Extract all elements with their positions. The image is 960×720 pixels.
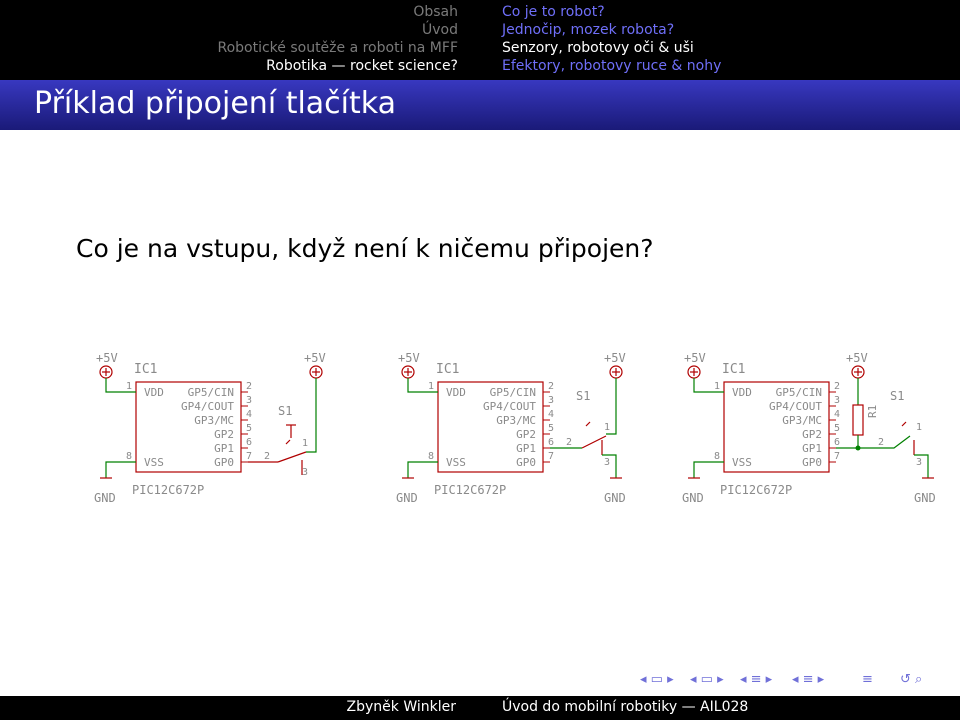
- pin-vdd-label: VDD: [446, 386, 466, 399]
- pin-5-number: 5: [548, 423, 555, 434]
- section-nav: [217, 3, 458, 75]
- ic-part-label: PIC12C672P: [132, 483, 205, 497]
- ic-name-label: IC1: [722, 362, 746, 377]
- nav-align-icon[interactable]: ≡: [862, 672, 873, 687]
- pin-gp4-label: GP4/COUT: [769, 400, 822, 413]
- pin-gp4-label: GP4/COUT: [483, 400, 536, 413]
- supply-label-2: +5V: [604, 351, 626, 365]
- ic-name-label: IC1: [436, 362, 460, 377]
- switch-label: S1: [576, 389, 591, 403]
- nav-link-jednocip[interactable]: Jednočip, mozek robota?: [502, 22, 675, 38]
- nav-link-robotika[interactable]: Robotika — rocket science?: [266, 58, 458, 74]
- nav-link-obsah[interactable]: Obsah: [413, 4, 458, 20]
- nav-subsection-icon[interactable]: ◂ ▭ ▸: [690, 672, 724, 687]
- ground-label: GND: [396, 491, 418, 505]
- pin-gp3-label: GP3/MC: [782, 414, 822, 427]
- schematic-1: [94, 351, 326, 505]
- switch-label: S1: [890, 389, 905, 403]
- switch-pin-2: 2: [264, 451, 271, 462]
- schematics: [0, 330, 960, 520]
- resistor-label: R1: [866, 404, 879, 418]
- pin-vss-label: VSS: [732, 456, 752, 469]
- nav-link-senzory[interactable]: Senzory, robotovy oči & uši: [502, 40, 694, 56]
- footer-course: Úvod do mobilní robotiky — AIL028: [502, 699, 749, 715]
- pin-7-number: 7: [548, 451, 555, 462]
- nav-search-icon[interactable]: ↺ ⌕: [900, 672, 923, 687]
- pin-2-number: 2: [548, 381, 555, 392]
- switch-pin-3: 3: [302, 467, 309, 478]
- pin-gp0-label: GP0: [802, 456, 822, 469]
- nav-frame-icon[interactable]: ◂ ▭ ▸: [640, 672, 674, 687]
- switch-pin-1: 1: [916, 422, 923, 433]
- pin-2-number: 2: [834, 381, 841, 392]
- switch-label: S1: [278, 404, 293, 418]
- pin-vss-label: VSS: [144, 456, 164, 469]
- footer-author: Zbyněk Winkler: [346, 699, 456, 715]
- pin-8-number: 8: [714, 451, 721, 462]
- nav-link-co-je-robot[interactable]: Co je to robot?: [502, 4, 605, 20]
- frame-title-bar: [0, 80, 960, 130]
- pin-1-number: 1: [428, 381, 435, 392]
- footer-bar: [0, 696, 960, 720]
- ground-label-2: GND: [914, 491, 936, 505]
- ground-label: GND: [682, 491, 704, 505]
- pin-5-number: 5: [834, 423, 841, 434]
- pin-2-number: 2: [246, 381, 253, 392]
- pin-4-number: 4: [548, 409, 555, 420]
- pin-6-number: 6: [246, 437, 253, 448]
- pin-gp5-label: GP5/CIN: [775, 386, 822, 399]
- pin-6-number: 6: [548, 437, 555, 448]
- switch-pin-1: 1: [604, 422, 611, 433]
- pin-vdd-label: VDD: [144, 386, 164, 399]
- pin-gp3-label: GP3/MC: [194, 414, 234, 427]
- supply-label-2: +5V: [304, 351, 326, 365]
- supply-label: +5V: [684, 351, 706, 365]
- supply-label-2: +5V: [846, 351, 868, 365]
- pin-3-number: 3: [834, 395, 841, 406]
- nav-section-icon[interactable]: ◂ ≡ ▸: [740, 672, 773, 687]
- switch-pin-2: 2: [878, 437, 885, 448]
- pin-1-number: 1: [714, 381, 721, 392]
- supply-label: +5V: [398, 351, 420, 365]
- pin-gp1-label: GP1: [516, 442, 536, 455]
- pin-5-number: 5: [246, 423, 253, 434]
- pin-gp2-label: GP2: [802, 428, 822, 441]
- switch-pin-3: 3: [916, 457, 923, 468]
- switch-pin-2: 2: [566, 437, 573, 448]
- schematic-2: [396, 351, 626, 505]
- junction-dot: [856, 446, 861, 451]
- pin-gp2-label: GP2: [516, 428, 536, 441]
- header-bar: [0, 0, 960, 80]
- ground-label-2: GND: [604, 491, 626, 505]
- subsection-nav: [502, 3, 721, 75]
- pin-gp0-label: GP0: [214, 456, 234, 469]
- frame-title: Příklad připojení tlačítka: [34, 86, 396, 121]
- pin-8-number: 8: [126, 451, 133, 462]
- pin-4-number: 4: [834, 409, 841, 420]
- question-text: Co je na vstupu, když není k ničemu připojen?: [76, 234, 654, 263]
- pin-vdd-label: VDD: [732, 386, 752, 399]
- switch-pin-1: 1: [302, 438, 309, 449]
- pin-gp2-label: GP2: [214, 428, 234, 441]
- resistor-r1: [853, 405, 863, 435]
- pin-3-number: 3: [548, 395, 555, 406]
- pin-1-number: 1: [126, 381, 133, 392]
- ic-part-label: PIC12C672P: [720, 483, 793, 497]
- pin-7-number: 7: [246, 451, 253, 462]
- pin-7-number: 7: [834, 451, 841, 462]
- nav-link-efektory[interactable]: Efektory, robotovy ruce & nohy: [502, 58, 722, 74]
- pin-gp1-label: GP1: [214, 442, 234, 455]
- pin-gp5-label: GP5/CIN: [187, 386, 234, 399]
- pin-gp3-label: GP3/MC: [496, 414, 536, 427]
- nav-subsubsection-icon[interactable]: ◂ ≡ ▸: [792, 672, 825, 687]
- pin-gp4-label: GP4/COUT: [181, 400, 234, 413]
- pin-4-number: 4: [246, 409, 253, 420]
- ic-name-label: IC1: [134, 362, 158, 377]
- nav-link-uvod[interactable]: Úvod: [422, 22, 458, 38]
- pin-3-number: 3: [246, 395, 253, 406]
- pin-gp5-label: GP5/CIN: [489, 386, 536, 399]
- pin-gp1-label: GP1: [802, 442, 822, 455]
- ground-label: GND: [94, 491, 116, 505]
- nav-link-souteze[interactable]: Robotické soutěže a roboti na MFF: [217, 40, 458, 56]
- supply-label: +5V: [96, 351, 118, 365]
- schematic-3: [682, 351, 936, 505]
- pin-8-number: 8: [428, 451, 435, 462]
- pin-gp0-label: GP0: [516, 456, 536, 469]
- switch-pin-3: 3: [604, 457, 611, 468]
- pin-vss-label: VSS: [446, 456, 466, 469]
- pin-6-number: 6: [834, 437, 841, 448]
- ic-part-label: PIC12C672P: [434, 483, 507, 497]
